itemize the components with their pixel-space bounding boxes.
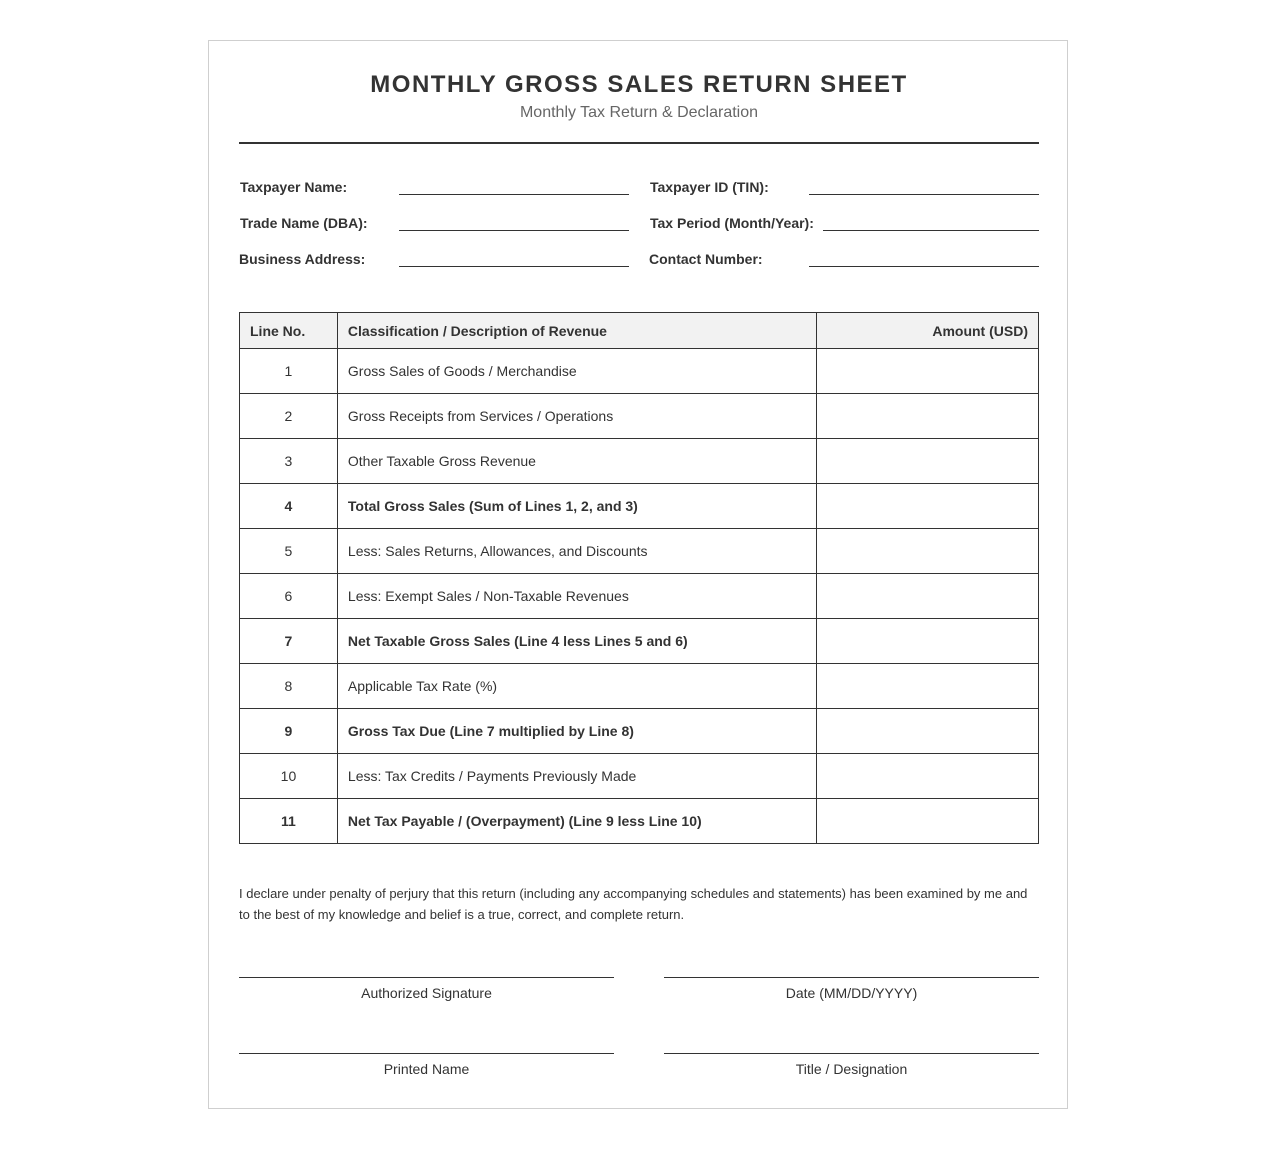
table-row: [240, 529, 1039, 574]
amount-cell[interactable]: [817, 799, 1039, 844]
taxpayer-id-field[interactable]: [809, 194, 1039, 195]
amount-cell[interactable]: [817, 349, 1039, 394]
amount-cell[interactable]: [817, 709, 1039, 754]
amount-cell[interactable]: [817, 529, 1039, 574]
table-row-total: [240, 709, 1039, 754]
header-divider: [239, 142, 1039, 144]
line-number: 3: [240, 439, 338, 484]
authorized-signature-line[interactable]: [239, 977, 614, 978]
line-description: Gross Tax Due (Line 7 multiplied by Line 8): [337, 709, 816, 754]
amount-cell[interactable]: [817, 664, 1039, 709]
line-description: Applicable Tax Rate (%): [337, 664, 816, 709]
contact-number-label: Contact Number:: [649, 251, 763, 267]
amount-cell[interactable]: [817, 574, 1039, 619]
taxpayer-id-label: Taxpayer ID (TIN):: [650, 179, 769, 195]
line-description: Total Gross Sales (Sum of Lines 1, 2, and 3): [337, 484, 816, 529]
line-description: Net Tax Payable / (Overpayment) (Line 9 less Line 10): [337, 799, 816, 844]
amount-cell[interactable]: [817, 484, 1039, 529]
table-header-row: [240, 313, 1039, 349]
line-description: Gross Sales of Goods / Merchandise: [337, 349, 816, 394]
taxpayer-name-label: Taxpayer Name:: [240, 179, 348, 195]
revenue-table: [239, 312, 1039, 844]
table-row-total: [240, 619, 1039, 664]
line-number: 8: [240, 664, 338, 709]
line-number: 4: [240, 484, 338, 529]
trade-name-field[interactable]: [399, 230, 629, 231]
line-number: 9: [240, 709, 338, 754]
line-number: 7: [240, 619, 338, 664]
authorized-signature-label: Authorized Signature: [361, 985, 492, 1001]
line-description: Less: Exempt Sales / Non-Taxable Revenues: [337, 574, 816, 619]
table-row: [240, 754, 1039, 799]
contact-number-field[interactable]: [809, 266, 1039, 267]
line-number: 6: [240, 574, 338, 619]
tax-period-field[interactable]: [823, 230, 1039, 231]
tax-period-label: Tax Period (Month/Year):: [650, 215, 814, 231]
title-designation-line[interactable]: [664, 1053, 1039, 1054]
line-description: Gross Receipts from Services / Operations: [337, 394, 816, 439]
form-title: MONTHLY GROSS SALES RETURN SHEET: [370, 71, 908, 98]
printed-name-label: Printed Name: [383, 1061, 470, 1077]
business-address-label: Business Address:: [239, 251, 366, 267]
date-label: Date (MM/DD/YYYY): [785, 985, 918, 1001]
table-row: [240, 349, 1039, 394]
column-header-line-no: Line No.: [240, 313, 338, 349]
column-header-description: Classification / Description of Revenue: [337, 313, 816, 349]
return-sheet: [208, 40, 1068, 1109]
line-number: 1: [240, 349, 338, 394]
taxpayer-name-field[interactable]: [399, 194, 629, 195]
line-description: Net Taxable Gross Sales (Line 4 less Lines 5 and 6): [337, 619, 816, 664]
table-row: [240, 439, 1039, 484]
amount-cell[interactable]: [817, 619, 1039, 664]
amount-cell[interactable]: [817, 394, 1039, 439]
title-designation-label: Title / Designation: [795, 1061, 908, 1077]
table-row-total: [240, 799, 1039, 844]
line-number: 2: [240, 394, 338, 439]
amount-cell[interactable]: [817, 439, 1039, 484]
table-row: [240, 664, 1039, 709]
column-header-amount: Amount (USD): [817, 313, 1039, 349]
trade-name-label: Trade Name (DBA):: [240, 215, 368, 231]
line-description: Less: Tax Credits / Payments Previously Made: [337, 754, 816, 799]
line-number: 11: [240, 799, 338, 844]
line-number: 5: [240, 529, 338, 574]
printed-name-line[interactable]: [239, 1053, 614, 1054]
form-subtitle: Monthly Tax Return & Declaration: [519, 104, 759, 121]
table-row: [240, 574, 1039, 619]
table-row: [240, 394, 1039, 439]
amount-cell[interactable]: [817, 754, 1039, 799]
line-number: 10: [240, 754, 338, 799]
business-address-field[interactable]: [399, 266, 629, 267]
line-description: Other Taxable Gross Revenue: [337, 439, 816, 484]
line-description: Less: Sales Returns, Allowances, and Discounts: [337, 529, 816, 574]
table-row-total: [240, 484, 1039, 529]
date-line[interactable]: [664, 977, 1039, 978]
declaration-text: I declare under penalty of perjury that this return (including any accompanying schedules and statements) has been examined by me and to the best of my knowledge and belief is a true, correct, and complete return.: [239, 886, 1028, 922]
